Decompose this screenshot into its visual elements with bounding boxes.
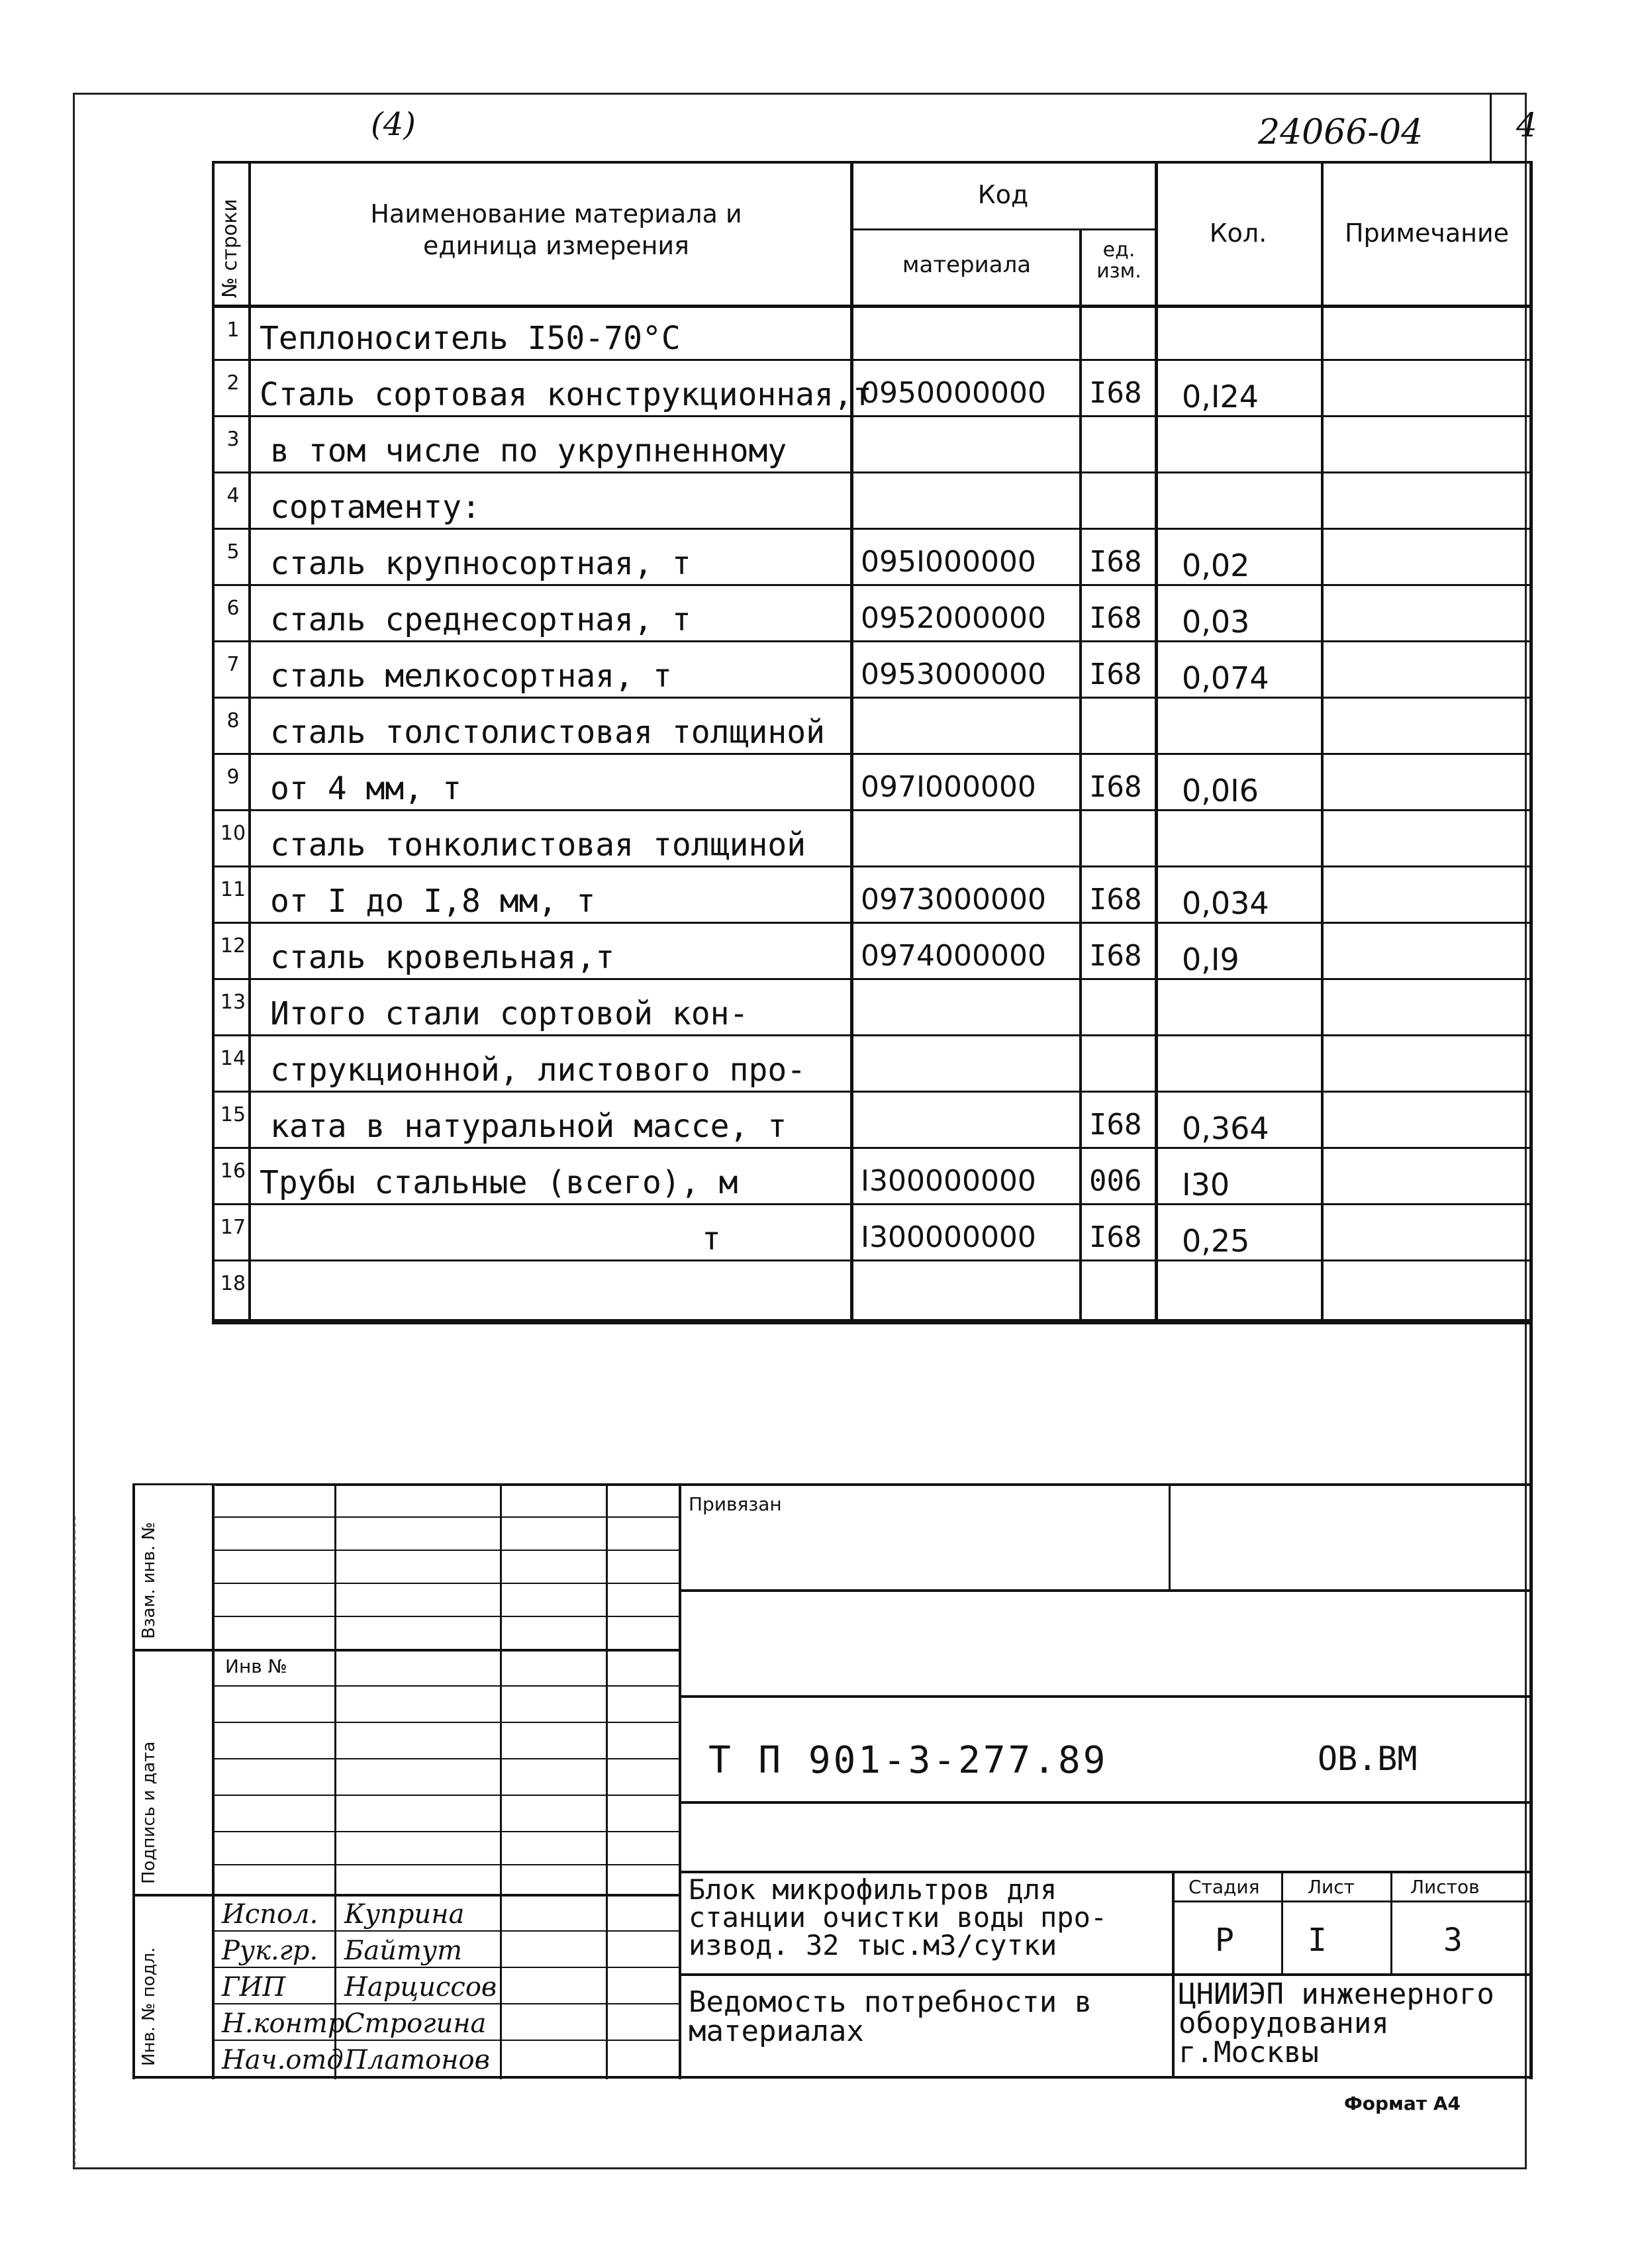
row-number: 17 [220, 1216, 246, 1239]
row-number: 9 [226, 765, 240, 789]
doc-suffix: ОВ.ВМ [1318, 1740, 1418, 1778]
quantity: 0,364 [1182, 1110, 1269, 1146]
material-code: 0952000000 [861, 601, 1046, 635]
material-name: сталь крупносортная, т [270, 545, 691, 582]
unit-code: I68 [1089, 376, 1142, 410]
row-number: 4 [226, 484, 240, 507]
quantity: 0,02 [1182, 548, 1250, 583]
unit-code: I68 [1089, 1108, 1142, 1142]
quantity: 0,25 [1182, 1223, 1250, 1259]
signer-role: ГИП [222, 1972, 286, 2002]
doc-name: Ведомость потребности в материалах [689, 1985, 1092, 2048]
signer-name: Платонов [344, 2045, 490, 2075]
material-code: 095I000000 [861, 545, 1036, 579]
material-name: Сталь сортовая конструкционная,т [260, 376, 872, 413]
material-name: Итого стали сортовой кон- [270, 995, 749, 1032]
row-number: 1 [226, 319, 240, 342]
row-number: 6 [226, 597, 240, 620]
privyazan-label: Привязан [689, 1493, 782, 1515]
quantity: 0,0I6 [1182, 773, 1259, 809]
material-name: ката в натуральной массе, т [270, 1108, 787, 1145]
sheet-value: I [1308, 1922, 1327, 1959]
header-note: Примечание [1344, 219, 1510, 248]
stage-value: Р [1215, 1922, 1234, 1959]
material-code: 097I000000 [861, 770, 1036, 804]
material-code: I300000000 [861, 1164, 1036, 1198]
material-code: 0973000000 [861, 883, 1046, 916]
material-code: 0974000000 [861, 939, 1046, 973]
row-number: 16 [220, 1159, 246, 1183]
header-name: Наименование материала и единица измерения [370, 199, 742, 260]
unit-code: I68 [1089, 601, 1142, 635]
inv-no-label: Инв № [225, 1655, 287, 1677]
material-name: т [702, 1220, 721, 1257]
quantity: I30 [1182, 1167, 1230, 1203]
side-label-podl: Инв. № подл. [139, 1947, 159, 2066]
unit-code: 006 [1089, 1164, 1142, 1198]
signer-name: Байтут [344, 1936, 463, 1966]
row-number: 7 [226, 653, 240, 676]
quantity: 0,03 [1182, 604, 1250, 640]
sheet-label: Лист [1308, 1876, 1355, 1898]
project-code: Т П 901-3-277.89 [708, 1739, 1108, 1782]
organization: ЦНИИЭП инженерного оборудования г.Москвы [1179, 1977, 1494, 2069]
row-number: 18 [220, 1272, 246, 1295]
unit-code: I68 [1089, 658, 1142, 691]
quantity: 0,074 [1182, 660, 1269, 696]
object-name: Блок микрофильтров для станции очистки воды про- извод. 32 тыс.м3/сутки [689, 1873, 1108, 1961]
quantity: 0,034 [1182, 885, 1269, 921]
doc-code: 24066-04 [1258, 113, 1424, 152]
header-qty: Кол. [1209, 219, 1267, 248]
row-number: 14 [220, 1047, 246, 1070]
material-code: 0950000000 [861, 376, 1046, 410]
unit-code: I68 [1089, 770, 1142, 804]
signer-name: Куприна [344, 1899, 465, 1930]
unit-code: I68 [1089, 545, 1142, 579]
row-number: 2 [226, 371, 240, 395]
signer-name: Строгина [344, 2008, 487, 2039]
material-name: сортаменту: [270, 489, 481, 526]
unit-code: I68 [1089, 939, 1142, 973]
header-code: Код [977, 180, 1029, 209]
material-name: Трубы стальные (всего), м [260, 1164, 738, 1201]
row-number: 8 [226, 709, 240, 732]
header-code-unit: ед. изм. [1096, 238, 1141, 283]
left-mark: (4) [371, 106, 416, 143]
material-name: сталь тонколистовая толщиной [270, 826, 806, 863]
row-number: 10 [220, 822, 246, 845]
unit-code: I68 [1089, 1220, 1142, 1254]
format-label: Формат А4 [1344, 2093, 1461, 2114]
row-number: 5 [226, 540, 240, 564]
material-code: 0953000000 [861, 658, 1046, 691]
material-name: от 4 мм, т [270, 770, 461, 807]
signer-role: Н.контр. [222, 2008, 354, 2039]
row-number: 15 [220, 1103, 246, 1126]
sheets-value: 3 [1443, 1922, 1463, 1959]
row-number: 13 [220, 991, 246, 1014]
side-label-podpis: Подпись и дата [139, 1741, 159, 1884]
material-name: сталь мелкосортная, т [270, 658, 672, 695]
signer-role: Нач.отд. [222, 2045, 352, 2075]
material-name: струкционной, листового про- [270, 1052, 806, 1089]
side-label-vzam: Взам. инв. № [139, 1522, 159, 1639]
row-number: 12 [220, 934, 246, 958]
material-name: от I до I,8 мм, т [270, 883, 596, 920]
header-rule [1490, 93, 1492, 162]
header-code-material: материала [902, 252, 1032, 278]
signer-role: Рук.гр. [222, 1936, 318, 1966]
binding-margin [74, 1516, 75, 2165]
signer-name: Нарциссов [344, 1972, 497, 2002]
material-code: I300000000 [861, 1220, 1036, 1254]
quantity: 0,I24 [1182, 379, 1259, 415]
material-name: сталь толстолистовая толщиной [270, 714, 826, 751]
stage-label: Стадия [1188, 1876, 1260, 1898]
quantity: 0,I9 [1182, 942, 1239, 977]
unit-code: I68 [1089, 883, 1142, 916]
row-number: 3 [226, 428, 240, 451]
material-name: Теплоноситель I50-70°C [260, 320, 681, 357]
material-name: в том числе по укрупненному [270, 432, 787, 469]
sheets-label: Листов [1410, 1876, 1480, 1898]
signer-role: Испол. [222, 1899, 318, 1930]
row-number: 11 [220, 878, 246, 901]
header-row-number: № строки [218, 199, 242, 298]
material-name: сталь среднесортная, т [270, 601, 691, 638]
page-number: 4 [1516, 106, 1537, 144]
material-name: сталь кровельная,т [270, 939, 615, 976]
